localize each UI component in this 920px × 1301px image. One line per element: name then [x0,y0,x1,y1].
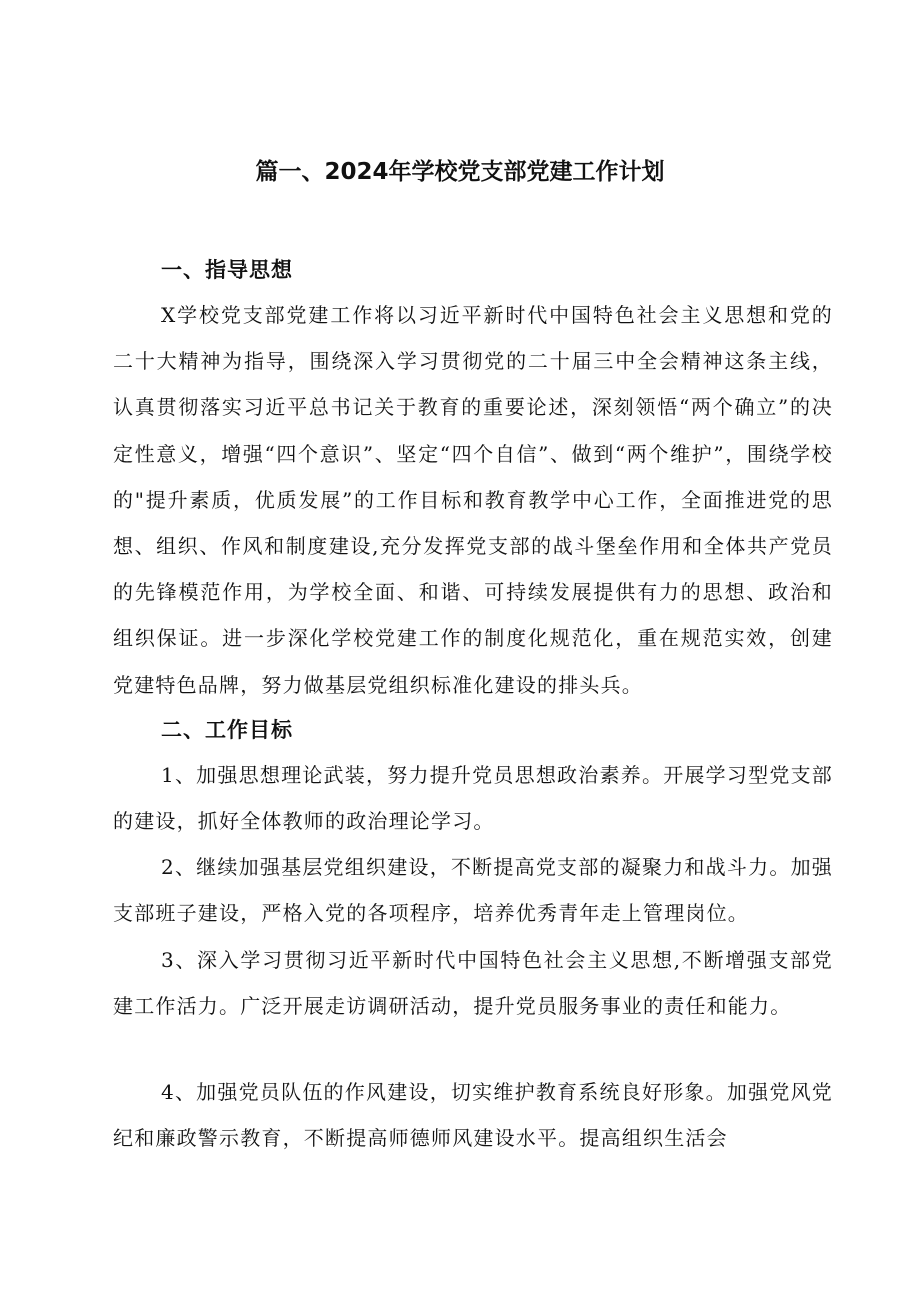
paragraph: X学校党支部党建工作将以习近平新时代中国特色社会主义思想和党的二十大精神为指导，围绕深入学习贯彻党的二十届三中全会精神这条主线，认真贯彻落实习近平总书记关于教育的重要论述，深刻领悟“两个确立”的决定性意义，增强“四个意识”、坚定“四个自信”、做到“两个维护”，围绕学校的"提升素质，优质发展”的工作目标和教育教学中心工作，全面推进党的思想、组织、作风和制度建设,充分发挥党支部的战斗堡垒作用和全体共产党员的先锋模范作用，为学校全面、和谐、可持续发展提供有力的思想、政治和组织保证。进一步深化学校党建工作的制度化规范化，重在规范实效，创建党建特色品牌，努力做基层党组织标准化建设的排头兵。 [113,303,833,697]
document-body [113,248,833,1161]
paragraph: 3、深入学习贯彻习近平新时代中国特色社会主义思想,不断增强支部党建工作活力。广泛开展走访调研活动，提升党员服务事业的责任和能力。 [113,947,833,1018]
section-heading: 二、工作目标 [161,717,293,742]
section-work-goals [113,708,833,1162]
paragraph: 1、加强思想理论武装，努力提升党员思想政治素养。开展学习型党支部的建设，抓好全体教师的政治理论学习。 [113,762,833,834]
document-title: 篇一、2024年学校党支部党建工作计划 [255,159,665,185]
paragraph-gap [113,1029,833,1069]
section-heading: 一、指导思想 [161,258,293,282]
section-guiding-ideology [113,248,833,708]
paragraph: 2、继续加强基层党组织建设，不断提高党支部的凝聚力和战斗力。加强支部班子建设，严格入党的各项程序，培养优秀青年走上管理岗位。 [113,855,833,926]
paragraph: 4、加强党员队伍的作风建设，切实维护教育系统良好形象。加强党风党纪和廉政警示教育，不断提高师德师风建设水平。提高组织生活会 [113,1080,833,1151]
